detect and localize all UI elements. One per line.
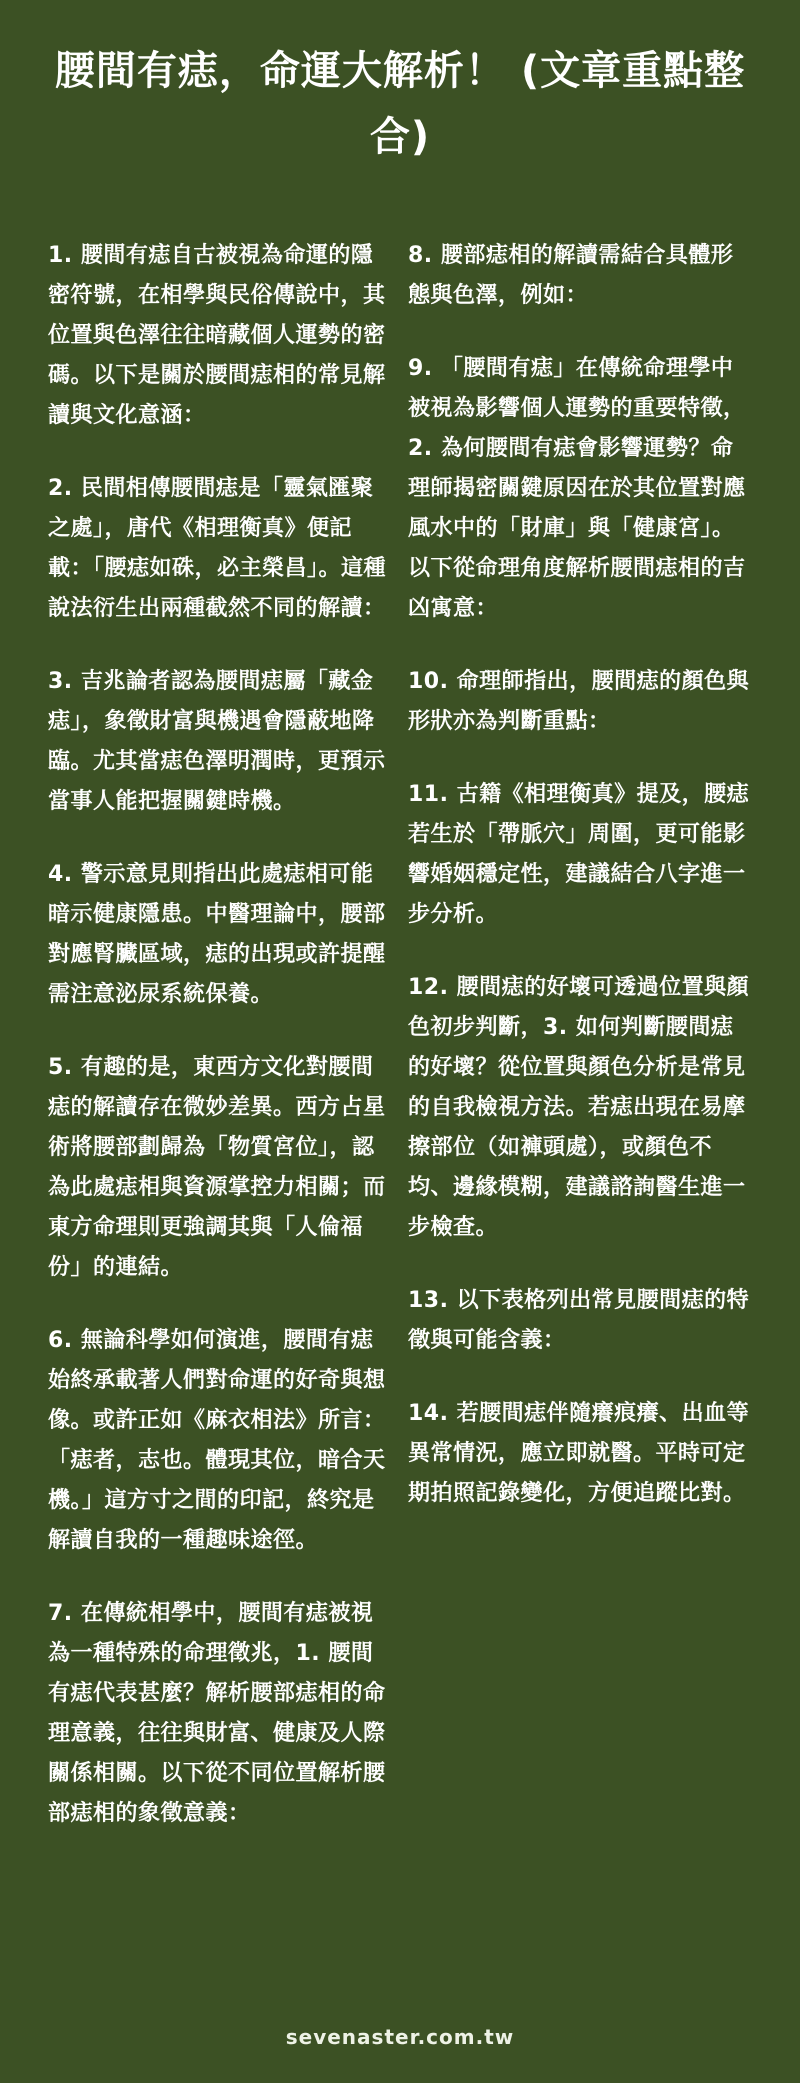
right-column [408, 236, 752, 1867]
paragraph-14: 14. 若腰間痣伴隨癢痕癢、出血等異常情況，應立即就醫。平時可定期拍照記錄變化，方便追蹤比對。 [408, 1401, 750, 1506]
paragraph-8: 8. 腰部痣相的解讀需結合具體形態與色澤，例如： [408, 243, 734, 308]
paragraph-3: 3. 吉兆論者認為腰間痣屬「藏金痣」，象徵財富與機遇會隱蔽地降臨。尤其當痣色澤明潤時，更預示當事人能把握關鍵時機。 [48, 669, 386, 814]
paragraph-2: 2. 民間相傳腰間痣是「靈氣匯聚之處」，唐代《相理衡真》便記載：「腰痣如硃，必主榮昌」。這種說法衍生出兩種截然不同的解讀： [48, 476, 387, 621]
paragraph-6: 6. 無論科學如何演進，腰間有痣始終承載著人們對命運的好奇與想像。或許正如《麻衣相法》所言：「痣者，志也。體現其位，暗合天機。」這方寸之間的印記，終究是解讀自我的一種趣味途徑。 [48, 1328, 386, 1553]
paragraph-10: 10. 命理師指出，腰間痣的顏色與形狀亦為判斷重點： [408, 669, 750, 734]
paragraph-4: 4. 警示意見則指出此處痣相可能暗示健康隱患。中醫理論中，腰部對應腎臟區域，痣的出現或許提醒需注意泌尿系統保養。 [48, 862, 386, 1007]
article-columns [48, 236, 752, 1867]
paragraph-5: 5. 有趣的是，東西方文化對腰間痣的解讀存在微妙差異。西方占星術將腰部劃歸為「物質宮位」，認為此處痣相與資源掌控力相關；而東方命理則更強調其與「人倫福份」的連結。 [48, 1055, 386, 1280]
paragraph-1: 1. 腰間有痣自古被視為命運的隱密符號，在相學與民俗傳說中，其位置與色澤往往暗藏個人運勢的密碼。以下是關於腰間痣相的常見解讀與文化意涵： [48, 243, 386, 428]
paragraph-13: 13. 以下表格列出常見腰間痣的特徵與可能含義： [408, 1288, 750, 1353]
left-column [48, 236, 392, 1867]
paragraph-11: 11. 古籍《相理衡真》提及，腰痣若生於「帶脈穴」周圍，更可能影響婚姻穩定性，建議結合八字進一步分析。 [408, 782, 750, 927]
paragraph-7: 7. 在傳統相學中，腰間有痣被視為一種特殊的命理徵兆，1. 腰間有痣代表甚麼？解析腰部痣相的命理意義，往往與財富、健康及人際關係相關。以下從不同位置解析腰部痣相的象徵意義： [48, 1601, 386, 1826]
footer-site-url: sevenaster.com.tw [285, 2025, 515, 2049]
paragraph-12: 12. 腰間痣的好壞可透過位置與顏色初步判斷，3. 如何判斷腰間痣的好壞？從位置與顏色分析是常見的自我檢視方法。若痣出現在易摩擦部位（如褲頭處），或顏色不均、邊緣模糊，建議諮詢醫生進一步檢查。 [408, 975, 750, 1240]
page-title: 腰間有痣，命運大解析！ (文章重點整合) [54, 48, 746, 160]
paragraph-9: 9. 「腰間有痣」在傳統命理學中被視為影響個人運勢的重要特徵，2. 為何腰間有痣會影響運勢？命理師揭密關鍵原因在於其位置對應風水中的「財庫」與「健康宮」。以下從命理角度解析腰間痣相的吉凶寓意： [408, 356, 746, 621]
